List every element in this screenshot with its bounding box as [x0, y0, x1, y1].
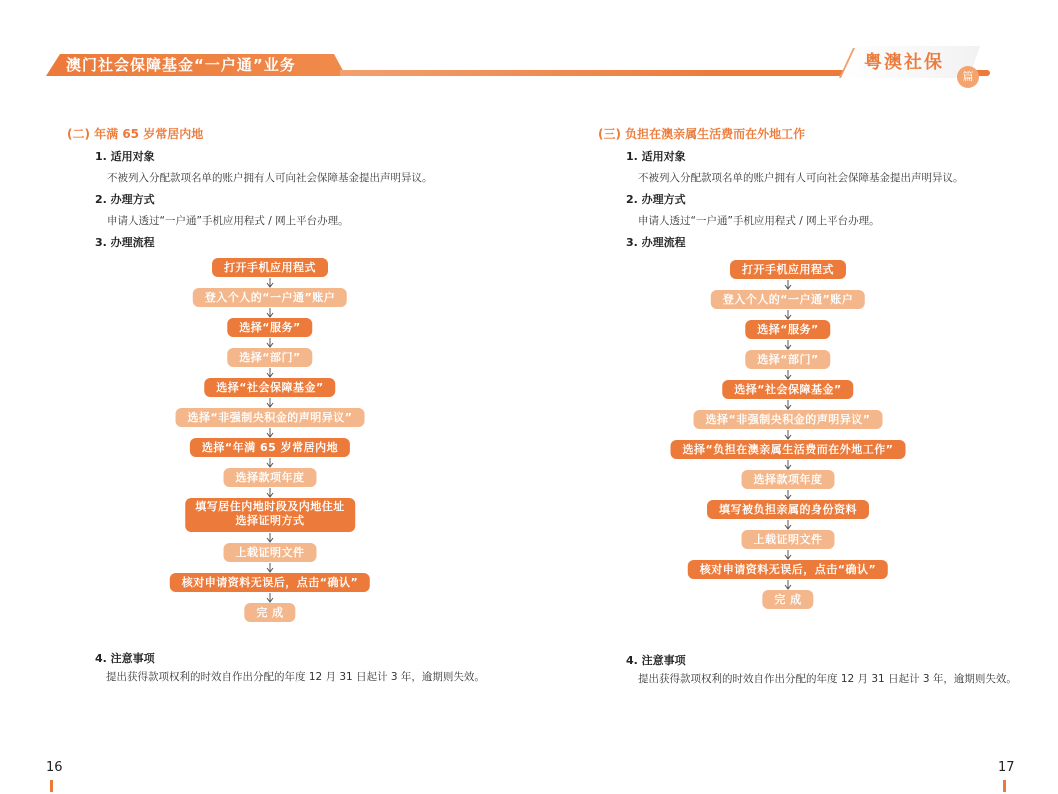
flow-step [707, 500, 869, 519]
arrow-down-icon [265, 338, 275, 348]
flow-step-text: 选择“非强制央积金的声明异议” [705, 413, 871, 426]
flow-step-text: 完 成 [256, 606, 284, 619]
flow-step-text: 选择“部门” [757, 353, 819, 366]
heading-notes: 4. 注意事项 [95, 652, 155, 665]
page-number: 17 [998, 760, 1015, 775]
flow-step [745, 350, 830, 369]
brand-title: 粤澳社保 [864, 52, 944, 73]
flow-step-text: 打开手机应用程式 [742, 263, 834, 276]
flow-step [224, 543, 317, 562]
arrow-down-icon [265, 308, 275, 318]
flow-step-text: 选择“负担在澳亲属生活费而在外地工作” [682, 443, 894, 456]
flow-step [190, 438, 350, 457]
section-title: (二) 年满 65 岁常居内地 [67, 127, 204, 141]
flow-step-text: 完 成 [774, 593, 802, 606]
heading-notes: 4. 注意事项 [626, 654, 686, 667]
arrow-down-icon [783, 340, 793, 350]
flow-step-text: 选择款项年度 [753, 473, 823, 486]
flow-step [176, 408, 365, 427]
arrow-down-icon [783, 280, 793, 290]
flow-step [185, 498, 355, 532]
flow-step [688, 560, 888, 579]
arrow-down-icon [783, 430, 793, 440]
page-number: 16 [46, 760, 63, 775]
flow-step-text: 填写被负担亲属的身份资料 [719, 503, 857, 516]
flow-step [671, 440, 906, 459]
arrow-down-icon [265, 398, 275, 408]
flow-step-text: 选择“年满 65 岁常居内地 [201, 441, 339, 454]
flow-step-text: 上载证明文件 [753, 533, 823, 546]
flow-step [204, 378, 335, 397]
header-title: 澳门社会保障基金“一户通”业务 [66, 56, 296, 74]
section-title: (三) 负担在澳亲属生活费而在外地工作 [598, 127, 806, 141]
arrow-down-icon [265, 368, 275, 378]
page-marker [50, 780, 53, 792]
heading-target: 1. 适用对象 [626, 150, 686, 163]
flow-step [711, 290, 865, 309]
text-method: 申请人透过“一户通”手机应用程式 / 网上平台办理。 [638, 215, 880, 227]
flow-step-text: 选择“社会保障基金” [734, 383, 842, 396]
flow-step [694, 410, 883, 429]
text-notes: 提出获得款项权利的时效自作出分配的年度 12 月 31 日起计 3 年，逾期则失效。 [638, 673, 1017, 685]
arrow-down-icon [783, 310, 793, 320]
flow-step [244, 603, 295, 622]
flow-step [730, 260, 846, 279]
flow-step [193, 288, 347, 307]
flow-step-text: 上载证明文件 [235, 546, 305, 559]
flowchart-right [578, 260, 998, 620]
flow-step [170, 573, 370, 592]
flow-step-text: 选择款项年度 [235, 471, 305, 484]
arrow-down-icon [265, 488, 275, 498]
brand-badge: 篇 [957, 66, 979, 88]
flow-step-text: 选择证明方式 [235, 514, 305, 527]
flow-step [745, 320, 830, 339]
arrow-down-icon [265, 458, 275, 468]
text-method: 申请人透过“一户通”手机应用程式 / 网上平台办理。 [107, 215, 349, 227]
text-target: 不被列入分配款项名单的账户拥有人可向社会保障基金提出声明异议。 [638, 172, 964, 184]
flow-step-text: 选择“服务” [239, 321, 301, 334]
text-target: 不被列入分配款项名单的账户拥有人可向社会保障基金提出声明异议。 [107, 172, 433, 184]
arrow-down-icon [265, 593, 275, 603]
left-column [67, 126, 497, 250]
page-marker [1003, 780, 1006, 792]
flow-step [742, 530, 835, 549]
flow-step-text: 选择“服务” [757, 323, 819, 336]
flow-step [762, 590, 813, 609]
arrow-down-icon [265, 428, 275, 438]
flow-step [227, 318, 312, 337]
heading-target: 1. 适用对象 [95, 150, 155, 163]
flow-step [227, 348, 312, 367]
flow-step [742, 470, 835, 489]
arrow-down-icon [783, 400, 793, 410]
heading-process: 3. 办理流程 [95, 236, 155, 249]
flow-step-text: 登入个人的“一户通”账户 [722, 293, 854, 306]
flowchart-left [60, 258, 480, 628]
arrow-down-icon [783, 520, 793, 530]
flow-step-text: 核对申请资料无误后，点击“确认” [699, 563, 877, 576]
arrow-down-icon [265, 563, 275, 573]
arrow-down-icon [265, 533, 275, 543]
arrow-down-icon [783, 550, 793, 560]
flow-step [212, 258, 328, 277]
arrow-down-icon [783, 460, 793, 470]
arrow-down-icon [265, 278, 275, 288]
arrow-down-icon [783, 370, 793, 380]
flow-step-text: 打开手机应用程式 [224, 261, 316, 274]
heading-process: 3. 办理流程 [626, 236, 686, 249]
heading-method: 2. 办理方式 [95, 193, 155, 206]
right-column [598, 126, 1028, 250]
flow-step [224, 468, 317, 487]
flow-step-text: 登入个人的“一户通”账户 [204, 291, 336, 304]
flow-step-text: 选择“社会保障基金” [216, 381, 324, 394]
flow-step [722, 380, 853, 399]
heading-method: 2. 办理方式 [626, 193, 686, 206]
arrow-down-icon [783, 580, 793, 590]
arrow-down-icon [783, 490, 793, 500]
flow-step-text: 核对申请资料无误后，点击“确认” [181, 576, 359, 589]
text-notes: 提出获得款项权利的时效自作出分配的年度 12 月 31 日起计 3 年，逾期则失效。 [106, 671, 485, 683]
flow-step-text: 选择“非强制央积金的声明异议” [187, 411, 353, 424]
flow-step-text: 填写居住内地时段及内地住址 [195, 500, 345, 513]
flow-step-text: 选择“部门” [239, 351, 301, 364]
